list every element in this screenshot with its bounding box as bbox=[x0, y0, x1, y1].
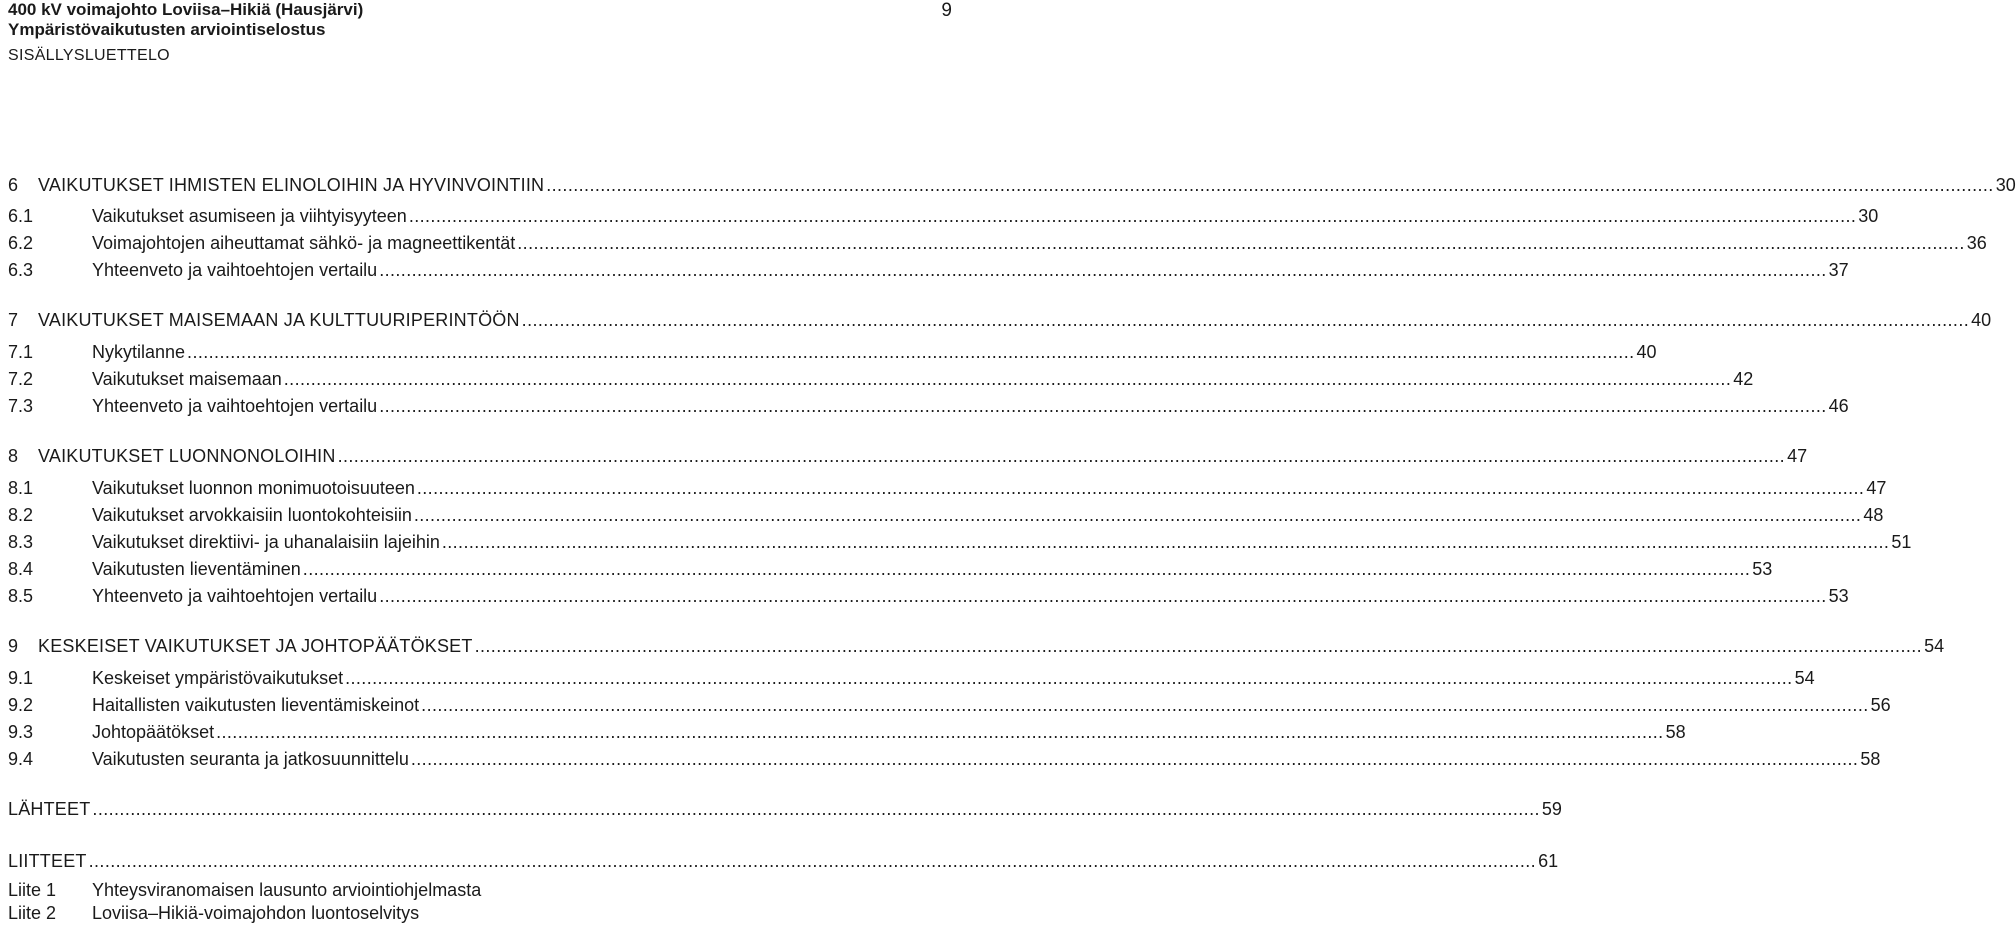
document-subtitle: Ympäristövaikutusten arviointiselostus bbox=[8, 20, 326, 39]
toc-title: VAIKUTUKSET IHMISTEN ELINOLOIHIN JA HYVINVOINTIIN bbox=[38, 175, 545, 195]
toc-entry-8-5[interactable] bbox=[8, 586, 1849, 610]
dot-leader bbox=[546, 175, 1993, 196]
toc-page: 42 bbox=[1733, 369, 1754, 389]
toc-title: Haitallisten vaikutusten lieventämiskeinot bbox=[92, 695, 420, 715]
toc-entry-8-4[interactable] bbox=[8, 559, 1773, 583]
dot-leader bbox=[379, 396, 1826, 417]
toc-page: 46 bbox=[1828, 396, 1849, 416]
toc-page: 30 bbox=[1858, 206, 1879, 226]
toc-entry-chapter-8[interactable] bbox=[8, 446, 1808, 470]
toc-page: 59 bbox=[1541, 799, 1562, 819]
toc-number: 6 bbox=[8, 175, 19, 195]
toc-entry-references[interactable] bbox=[8, 799, 1562, 823]
toc-page: 53 bbox=[1828, 586, 1849, 606]
toc-page: 40 bbox=[1636, 342, 1657, 362]
toc-number: 9.2 bbox=[8, 695, 34, 715]
dot-leader bbox=[338, 446, 1785, 467]
toc-title: Vaikutukset direktiivi- ja uhanalaisiin lajeihin bbox=[92, 532, 440, 552]
toc-title: Vaikutukset arvokkaisiin luontokohteisiin bbox=[92, 505, 412, 525]
toc-page: 58 bbox=[1665, 722, 1686, 742]
toc-entry-chapter-6[interactable] bbox=[8, 175, 2016, 199]
toc-page: 51 bbox=[1891, 532, 1912, 552]
toc-title: Nykytilanne bbox=[92, 342, 186, 362]
toc-title: VAIKUTUKSET LUONNONOLOIHIN bbox=[38, 446, 336, 466]
dot-leader bbox=[216, 722, 1663, 743]
dot-leader bbox=[522, 310, 1969, 331]
dot-leader bbox=[417, 478, 1864, 499]
toc-entry-6-2[interactable] bbox=[8, 233, 1987, 257]
dot-leader bbox=[379, 586, 1826, 607]
toc-title: VAIKUTUKSET MAISEMAAN JA KULTTUURIPERINTÖÖN bbox=[38, 310, 520, 330]
appendix-title: Loviisa–Hikiä-voimajohdon luontoselvitys bbox=[92, 903, 420, 923]
toc-number: 6.3 bbox=[8, 260, 34, 280]
toc-entry-9-4[interactable] bbox=[8, 749, 1881, 773]
toc-number: 7.2 bbox=[8, 369, 34, 389]
toc-entry-9-3[interactable] bbox=[8, 722, 1686, 746]
toc-title: Yhteenveto ja vaihtoehtojen vertailu bbox=[92, 260, 378, 280]
dot-leader bbox=[442, 532, 1889, 553]
toc-title: Johtopäätökset bbox=[92, 722, 215, 742]
toc-entry-7-2[interactable] bbox=[8, 369, 1754, 393]
dot-leader bbox=[379, 260, 1826, 281]
toc-title: KESKEISET VAIKUTUKSET JA JOHTOPÄÄTÖKSET bbox=[38, 636, 473, 656]
toc-number: 8 bbox=[8, 446, 19, 466]
appendix-1[interactable] bbox=[8, 880, 953, 904]
toc-page: 56 bbox=[1870, 695, 1891, 715]
dot-leader bbox=[89, 851, 1536, 872]
toc-title: LÄHTEET bbox=[8, 799, 91, 819]
toc-number: 8.4 bbox=[8, 559, 34, 579]
dot-leader bbox=[421, 695, 1868, 716]
toc-page: 36 bbox=[1966, 233, 1987, 253]
toc-entry-9-1[interactable] bbox=[8, 668, 1815, 692]
toc-entry-chapter-9[interactable] bbox=[8, 636, 1945, 660]
toc-title: Vaikutukset luonnon monimuotoisuuteen bbox=[92, 478, 415, 498]
toc-entry-9-2[interactable] bbox=[8, 695, 1891, 719]
toc-page: 58 bbox=[1860, 749, 1881, 769]
toc-entry-6-3[interactable] bbox=[8, 260, 1849, 284]
toc-title: Yhteenveto ja vaihtoehtojen vertailu bbox=[92, 396, 378, 416]
toc-number: 9.1 bbox=[8, 668, 34, 688]
toc-number: 7.3 bbox=[8, 396, 34, 416]
toc-title: Vaikutukset asumiseen ja viihtyisyyteen bbox=[92, 206, 407, 226]
toc-page: 53 bbox=[1752, 559, 1773, 579]
dot-leader bbox=[345, 668, 1792, 689]
toc-entry-chapter-7[interactable] bbox=[8, 310, 1992, 334]
toc-entry-6-1[interactable] bbox=[8, 206, 1879, 230]
toc-number: 8.2 bbox=[8, 505, 34, 525]
dot-leader bbox=[414, 505, 1861, 526]
dot-leader bbox=[303, 559, 1750, 580]
dot-leader bbox=[284, 369, 1731, 390]
appendix-title: Yhteysviranomaisen lausunto arviointiohjelmasta bbox=[92, 880, 482, 900]
dot-leader bbox=[411, 749, 1858, 770]
dot-leader bbox=[187, 342, 1634, 363]
toc-entry-7-3[interactable] bbox=[8, 396, 1849, 420]
toc-entry-8-3[interactable] bbox=[8, 532, 1912, 556]
toc-entry-appendices[interactable] bbox=[8, 851, 1559, 875]
toc-number: 8.3 bbox=[8, 532, 34, 552]
toc-title: LIITTEET bbox=[8, 851, 87, 871]
document-title: 400 kV voimajohto Loviisa–Hikiä (Hausjärvi) bbox=[8, 0, 364, 19]
appendix-2[interactable] bbox=[8, 903, 953, 927]
toc-page: 40 bbox=[1971, 310, 1992, 330]
toc-number: 8.5 bbox=[8, 586, 34, 606]
toc-number: 7 bbox=[8, 310, 19, 330]
toc-number: 9 bbox=[8, 636, 19, 656]
toc-page: 54 bbox=[1924, 636, 1945, 656]
toc-number: 8.1 bbox=[8, 478, 34, 498]
toc-title: Vaikutusten seuranta ja jatkosuunnittelu bbox=[92, 749, 409, 769]
section-title: SISÄLLYSLUETTELO bbox=[8, 47, 170, 64]
toc-number: 9.3 bbox=[8, 722, 34, 742]
toc-page: 30 bbox=[1995, 175, 2016, 195]
toc-entry-7-1[interactable] bbox=[8, 342, 1657, 366]
toc-page: 61 bbox=[1538, 851, 1559, 871]
toc-page: 37 bbox=[1828, 260, 1849, 280]
toc-entry-8-2[interactable] bbox=[8, 505, 1884, 529]
toc-title: Keskeiset ympäristövaikutukset bbox=[92, 668, 344, 688]
toc-page: 48 bbox=[1863, 505, 1884, 525]
toc-page: 54 bbox=[1794, 668, 1815, 688]
appendix-label: Liite 2 bbox=[8, 903, 57, 923]
dot-leader bbox=[517, 233, 1964, 254]
toc-number: 9.4 bbox=[8, 749, 34, 769]
page-number: 9 bbox=[941, 0, 952, 21]
toc-title: Voimajohtojen aiheuttamat sähkö- ja magneettikentät bbox=[92, 233, 516, 253]
toc-page: 47 bbox=[1866, 478, 1887, 498]
toc-page: 47 bbox=[1787, 446, 1808, 466]
toc-number: 6.2 bbox=[8, 233, 34, 253]
toc-number: 6.1 bbox=[8, 206, 34, 226]
dot-leader bbox=[92, 799, 1539, 820]
toc-title: Yhteenveto ja vaihtoehtojen vertailu bbox=[92, 586, 378, 606]
dot-leader bbox=[409, 206, 1856, 227]
toc-entry-8-1[interactable] bbox=[8, 478, 1887, 502]
appendix-label: Liite 1 bbox=[8, 880, 57, 900]
toc-title: Vaikutusten lieventäminen bbox=[92, 559, 301, 579]
dot-leader bbox=[475, 636, 1922, 657]
toc-title: Vaikutukset maisemaan bbox=[92, 369, 282, 389]
toc-number: 7.1 bbox=[8, 342, 34, 362]
